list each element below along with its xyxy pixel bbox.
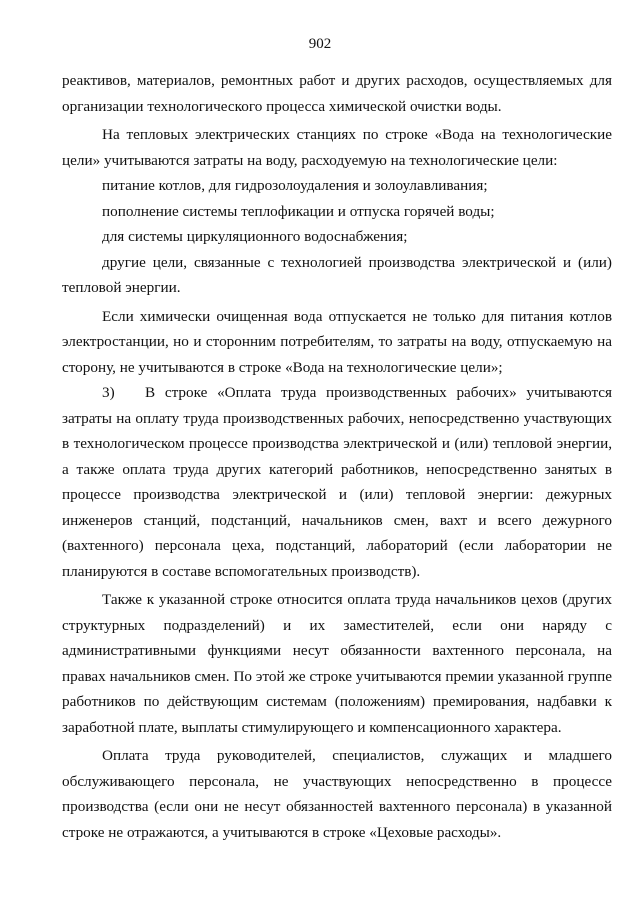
paragraph-continuation: реактивов, материалов, ремонтных работ и других расходов, осуществляемых для организации технологического процесса химической очистки воды. bbox=[62, 72, 612, 115]
item-3-number: 3) bbox=[102, 384, 115, 401]
list-item-other-purposes: другие цели, связанные с технологией производства электрической и (или) тепловой энергии. bbox=[62, 253, 612, 296]
document-body bbox=[62, 68, 612, 845]
paragraph-shop-heads: Также к указанной строке относится оплата труда начальников цехов (других структурных подразделений) и их заместителей, если они наряду с административными функциями несут обязанности вахтенного персонала, на правах начальников смен. По этой же строке учитываются премии указанной группе работников по действующим системам (положениям) премирования, надбавки к заработной плате, выплаты стимулирующего и компенсационного характера. bbox=[62, 591, 612, 736]
list-item-circulation: для системы циркуляционного водоснабжения; bbox=[102, 228, 408, 245]
item-3-labor-costs bbox=[62, 380, 612, 584]
list-item-boiler-feed: питание котлов, для гидрозолоудаления и золоулавливания; bbox=[102, 177, 488, 194]
item-3-text: В строке «Оплата труда производственных рабочих» учитываются затраты на оплату труда производственных рабочих, непосредственно участвующих в технологическом процессе производства электрической и (или) тепловой энергии, а также оплата труда других категорий работников, непосредственно занятых в процессе производства электрической и (или) тепловой энергии: дежурных инженеров станций, подстанций, начальников смен, вахт и всего дежурного (вахтенного) персонала цеха, подстанций, лабораторий (если лаборатории не планируются в составе вспомогательных производств). bbox=[62, 384, 612, 580]
page-number: 902 bbox=[308, 36, 332, 52]
paragraph-chemical-water: Если химически очищенная вода отпускается не только для питания котлов электростанции, но и сторонним потребителям, то затраты на воду, отпускаемую на сторону, не учитываются в строке «Вода на технологические цели»; bbox=[62, 307, 612, 376]
paragraph-water-costs: На тепловых электрических станциях по строке «Вода на технологические цели» учитываются затраты на воду, расходуемую на технологические цели: bbox=[62, 126, 612, 169]
list-item-heating-system: пополнение системы теплофикации и отпуска горячей воды; bbox=[102, 202, 495, 220]
paragraph-management-pay: Оплата труда руководителей, специалистов, служащих и младшего обслуживающего персонала, не участвующих непосредственно в процессе производства (если они не несут обязанностей вахтенного персонала) в указанной строке не отражаются, а учитываются в строке «Цеховые расходы». bbox=[62, 747, 612, 841]
